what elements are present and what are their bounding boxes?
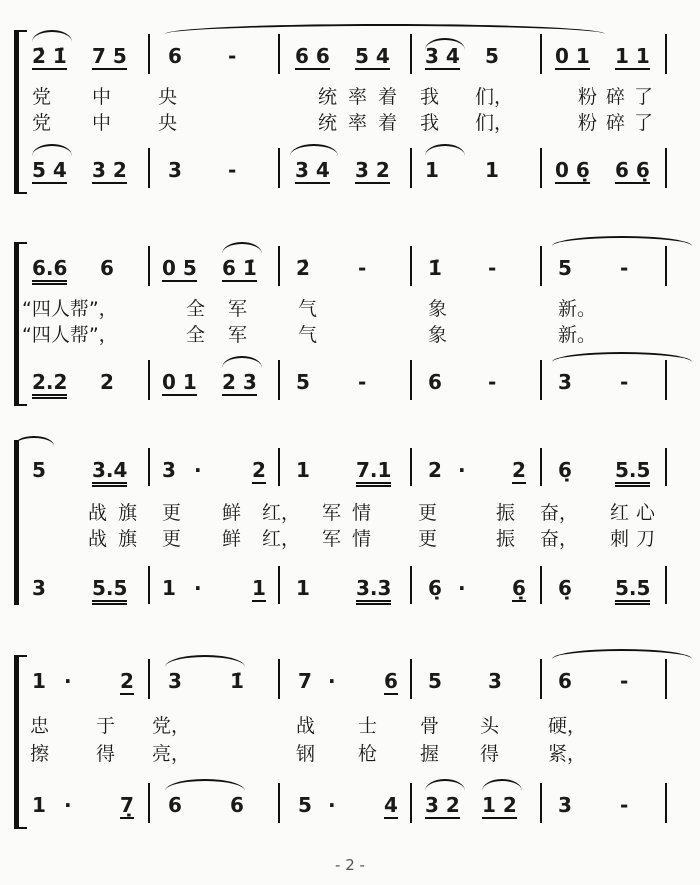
lyric: 更 [162,502,182,524]
note: 6 1̇ [222,256,257,280]
barline [410,34,412,74]
barline [278,448,280,486]
lyric: 气 [298,298,318,320]
score-system-4 [0,645,700,830]
note: 1 [485,158,499,182]
system-bracket [14,655,27,829]
lyric: 中 [92,112,112,134]
note: 7.1 [356,458,391,487]
note: 0 5 [162,256,197,280]
lyric: 战 [88,502,108,524]
note: 6 [384,669,398,693]
note: 3 [168,158,182,182]
lyric: 硬， [548,715,587,737]
lyric: 统 [318,112,338,134]
lyric: 党 [32,112,52,134]
lyric: 奋， [540,528,579,550]
lyric: 更 [418,528,438,550]
note: 3 [558,370,572,394]
barline [278,148,280,188]
barline [410,566,412,604]
barline [540,566,542,604]
lyric: 央 [158,86,178,108]
slur [482,779,522,791]
note: 3 [168,669,182,693]
barline [148,566,150,604]
note: 5.5 [615,576,650,605]
barline [148,659,150,699]
note: 5 [558,256,572,280]
lyric: 军 [228,324,248,346]
note: 6̣ [558,576,572,600]
lyric: “四人帮”， [22,324,118,346]
note: 3 [162,458,176,482]
lyric: 忠 [30,715,50,737]
note: 1 [296,458,310,482]
note: - [620,669,629,693]
barline [410,448,412,486]
note: 1 [252,576,266,600]
lyric: 更 [418,502,438,524]
note: 3 [488,669,502,693]
barline [540,148,542,188]
note: - [358,256,367,280]
lyric: 碎 [606,86,626,108]
note: 6 [168,44,182,68]
note: - [620,793,629,817]
note: 3 2 [92,158,127,182]
barline [665,246,667,286]
lyric: 钢 [296,743,316,765]
note: - [228,44,237,68]
lyric: 振 [496,528,516,550]
note: 3 4 [425,44,460,68]
lyric: 军 [228,298,248,320]
lyric: 全 [186,298,206,320]
lyric: 枪 [358,743,378,765]
lyric: 象 [428,324,448,346]
note: 6.6 [32,256,67,285]
note: 1 [32,669,46,693]
slur [14,436,54,446]
lyric: 得 [480,743,500,765]
note: · [64,669,72,693]
note: 3 2 [355,158,390,182]
barline [148,360,150,400]
note: 5 [296,370,310,394]
note: 7̣ [120,793,134,817]
lyric: 心 [636,502,656,524]
note: 2.2 [32,370,67,399]
barline [540,448,542,486]
barline [278,34,280,74]
note: 7 [298,669,312,693]
lyric: 新。 [558,324,597,346]
note: 5.5 [92,576,127,605]
note: 2̇ [296,256,310,280]
barline [540,34,542,74]
barline [665,148,667,188]
note: 5 [32,458,46,482]
barline [148,246,150,286]
note: - [488,256,497,280]
slur [552,236,692,246]
slur [552,649,692,659]
score-system-2 [0,232,700,407]
note: 3.4 [92,458,127,487]
note: 6̣ [558,458,572,482]
slur [222,356,262,368]
note: 5 [298,793,312,817]
slur [290,144,338,156]
barline [665,448,667,486]
note: 1 [32,793,46,817]
lyric: 新。 [558,298,597,320]
lyric: 党 [32,86,52,108]
note: 6 6̣ [615,158,650,182]
note: 6 [558,669,572,693]
lyric: 鲜 [222,528,242,550]
note: · [328,669,336,693]
score-system-1 [0,20,700,195]
note: 6 6 [295,44,330,68]
barline [665,566,667,604]
lyric: 粉 [578,86,598,108]
note: - [228,158,237,182]
note: 1 [425,158,439,182]
note: 5 [428,669,442,693]
barline [278,246,280,286]
note: · [458,576,466,600]
note: - [488,370,497,394]
slur [552,352,692,362]
page-number: - 2 - [335,856,365,874]
note: 5.5 [615,458,650,487]
note: 1 [296,576,310,600]
note: · [328,793,336,817]
lyric: 振 [496,502,516,524]
note: 5 4 [355,44,390,68]
barline [665,360,667,400]
barline [410,783,412,823]
barline [540,659,542,699]
slur [32,144,72,156]
barline [278,566,280,604]
lyric: 军 [322,502,342,524]
lyric: 们， [475,112,514,134]
lyric: 了 [634,112,654,134]
note: 1 2 [482,793,517,817]
lyric: 军 [322,528,342,550]
lyric: 率 [348,112,368,134]
score-system-3 [0,430,700,610]
lyric: 鲜 [222,502,242,524]
barline [148,148,150,188]
note: 4 [384,793,398,817]
note: 2 [512,458,526,482]
barline [148,448,150,486]
lyric: 象 [428,298,448,320]
note: 0 6̣ [555,158,590,182]
note: 6̣ [428,576,442,600]
barline [410,659,412,699]
system-bracket [14,30,27,194]
note: 6 [230,793,244,817]
barline [540,246,542,286]
lyric: 奋， [540,502,579,524]
lyric: 情 [352,528,372,550]
lyric: 于 [96,715,116,737]
lyric: 红， [262,502,301,524]
note: 2̇ 1̇ [32,44,67,68]
note: 5 [485,44,499,68]
note: · [194,458,202,482]
barline [540,783,542,823]
slur [165,779,245,791]
lyric: 率 [348,86,368,108]
lyric: 旗 [118,528,138,550]
lyric: 粉 [578,112,598,134]
note: 3.3 [356,576,391,605]
lyric: 们， [475,86,514,108]
lyric: “四人帮”， [22,298,118,320]
lyric: 旗 [118,502,138,524]
note: 5 4 [32,158,67,182]
note: - [358,370,367,394]
barline [665,783,667,823]
barline [410,148,412,188]
note: 3 4 [295,158,330,182]
slur [222,242,262,254]
note: 6 [168,793,182,817]
barline [410,360,412,400]
lyric: 红 [610,502,630,524]
note: 2 [100,370,114,394]
lyric: 着 [378,86,398,108]
slur [165,655,245,667]
slur [32,30,72,42]
note: 6̣ [512,576,526,600]
note: 3 2 [425,793,460,817]
note: 2 3 [222,370,257,394]
note: 2 [120,669,134,693]
note: 0 1 [555,44,590,68]
note: · [194,576,202,600]
note: 6 [100,256,114,280]
lyric: 统 [318,86,338,108]
note: - [620,370,629,394]
lyric: 着 [378,112,398,134]
note: 7 5 [92,44,127,68]
lyric: 全 [186,324,206,346]
barline [665,659,667,699]
note: 3 [32,576,46,600]
slur [425,779,465,791]
lyric: 亮， [152,743,191,765]
lyric: 头 [480,715,500,737]
lyric: 情 [352,502,372,524]
lyric: 央 [158,112,178,134]
note: 2 [428,458,442,482]
lyric: 气 [298,324,318,346]
lyric: 骨 [420,715,440,737]
barline [278,783,280,823]
note: 6 [428,370,442,394]
lyric: 战 [88,528,108,550]
note: 2 [252,458,266,482]
lyric: 党， [152,715,191,737]
lyric: 红， [262,528,301,550]
lyric: 碎 [606,112,626,134]
slur [165,24,605,34]
lyric: 擦 [30,743,50,765]
lyric: 刀 [636,528,656,550]
lyric: 更 [162,528,182,550]
note: - [620,256,629,280]
barline [410,246,412,286]
note: 1̇ [428,256,442,280]
note: 1 [162,576,176,600]
barline [278,659,280,699]
lyric: 中 [92,86,112,108]
barline [148,783,150,823]
note: 1̇ [230,669,244,693]
slur [425,144,465,156]
barline [278,360,280,400]
lyric: 握 [420,743,440,765]
note: 0 1 [162,370,197,394]
note: · [64,793,72,817]
barline [540,360,542,400]
note: · [458,458,466,482]
lyric: 得 [96,743,116,765]
lyric: 刺 [610,528,630,550]
note: 3 [558,793,572,817]
lyric: 紧， [548,743,587,765]
barline [665,34,667,74]
note: 1 1 [615,44,650,68]
barline [148,34,150,74]
lyric: 我 [420,112,440,134]
lyric: 了 [634,86,654,108]
lyric: 战 [296,715,316,737]
lyric: 士 [358,715,378,737]
lyric: 我 [420,86,440,108]
system-bracket [14,440,27,605]
